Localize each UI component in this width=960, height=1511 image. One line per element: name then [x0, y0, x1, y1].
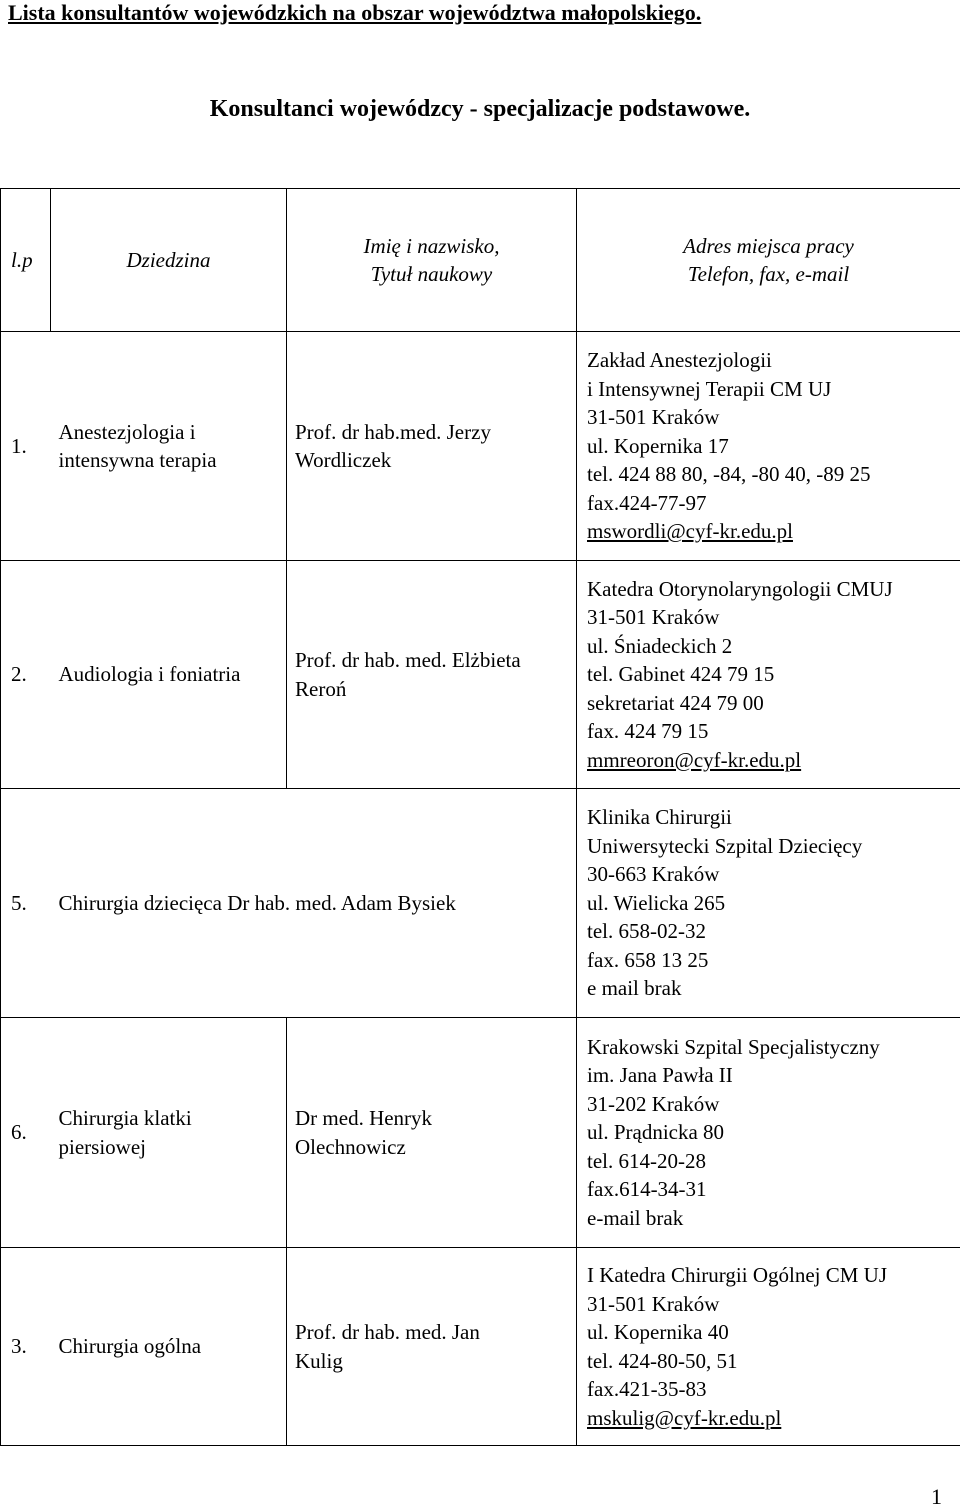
- address-line: 31-501 Kraków: [587, 1291, 720, 1316]
- row-address: [577, 332, 960, 561]
- address-line: e mail brak: [587, 976, 682, 1001]
- consultants-table: [0, 188, 960, 1446]
- address-line: ul. Śniadeckich 2: [587, 633, 733, 658]
- row-field: [51, 332, 287, 561]
- address-line: tel. 614-20-28: [587, 1148, 706, 1173]
- row-address: [577, 561, 960, 789]
- row-address: [577, 1248, 960, 1446]
- address-line: Zakład Anestezjologii: [587, 348, 772, 373]
- table-row: [1, 1018, 960, 1248]
- table-row: [1, 1248, 960, 1446]
- row-lp: 6.: [1, 1018, 51, 1248]
- table-row: [1, 332, 960, 561]
- name-line: Kulig: [295, 1348, 343, 1373]
- name-line: Reroń: [295, 676, 347, 701]
- address-line: fax. 658 13 25: [587, 947, 709, 972]
- row-lp: 1.: [1, 332, 51, 561]
- row-lp: 3.: [1, 1248, 51, 1446]
- address-line: I Katedra Chirurgii Ogólnej CM UJ: [587, 1263, 887, 1287]
- field-line: Chirurgia klatki: [58, 1106, 192, 1130]
- row-name: [287, 561, 577, 789]
- address-line: i Intensywnej Terapii CM UJ: [587, 376, 832, 401]
- address-line: ul. Wielicka 265: [587, 890, 726, 915]
- row-field: [51, 1248, 287, 1446]
- address-line: ul. Prądnicka 80: [587, 1120, 725, 1145]
- address-line: sekretariat 424 79 00: [587, 690, 764, 715]
- row-name: [287, 1018, 577, 1248]
- header-name-line: Imię i nazwisko,: [363, 233, 500, 258]
- row-field: [51, 561, 287, 789]
- field-line: Anestezjologia i: [58, 419, 196, 444]
- row-address: [577, 789, 960, 1018]
- address-line: 31-501 Kraków: [587, 605, 720, 630]
- header-address: [577, 189, 960, 332]
- address-line: tel. 658-02-32: [587, 919, 706, 944]
- row-lp: 5.: [1, 789, 51, 1018]
- row-name: [287, 332, 577, 561]
- header-address-line: Telefon, fax, e-mail: [687, 262, 850, 286]
- address-line: Uniwersytecki Szpital Dziecięcy: [587, 833, 863, 858]
- address-line: 31-501 Kraków: [587, 405, 720, 430]
- address-line: e-mail brak: [587, 1205, 684, 1230]
- name-line: Prof. dr hab. med. Jan: [295, 1320, 480, 1344]
- address-line: fax.421-35-83: [587, 1377, 707, 1401]
- name-line: Wordliczek: [295, 448, 392, 472]
- table-row: [1, 789, 960, 1018]
- address-line: ul. Kopernika 17: [587, 433, 729, 458]
- email-link[interactable]: mmreoron@cyf-kr.edu.pl: [587, 747, 802, 772]
- field-line: intensywna terapia: [58, 448, 217, 472]
- table-row: [1, 561, 960, 789]
- email-link[interactable]: mswordli@cyf-kr.edu.pl: [587, 519, 793, 544]
- page-number: 1: [931, 1484, 942, 1509]
- name-line: Olechnowicz: [295, 1134, 406, 1159]
- field-line: Chirurgia ogólna: [58, 1334, 202, 1359]
- row-field: [51, 1018, 287, 1248]
- name-line: Prof. dr hab.med. Jerzy: [295, 419, 491, 444]
- address-line: tel. Gabinet 424 79 15: [587, 662, 775, 687]
- address-line: fax.614-34-31: [587, 1177, 707, 1202]
- table-header-row: [1, 189, 960, 332]
- field-line: piersiowej: [58, 1134, 146, 1159]
- document-subtitle: Konsultanci wojewódzcy - specjalizacje podstawowe.: [209, 96, 751, 122]
- row-field-and-name: [51, 789, 577, 1018]
- address-line: 31-202 Kraków: [587, 1091, 720, 1116]
- row-address: [577, 1018, 960, 1248]
- name-line: Dr med. Henryk: [295, 1106, 433, 1130]
- email-link[interactable]: mskulig@cyf-kr.edu.pl: [587, 1405, 782, 1430]
- row-name: [287, 1248, 577, 1446]
- address-line: Katedra Otorynolaryngologii CMUJ: [587, 576, 893, 601]
- address-line: Krakowski Szpital Specjalistyczny: [587, 1034, 880, 1059]
- header-address-line: Adres miejsca pracy: [683, 233, 854, 258]
- address-line: fax. 424 79 15: [587, 719, 709, 744]
- address-line: tel. 424 88 80, -84, -80 40, -89 25: [587, 462, 871, 487]
- field-and-name-line: Chirurgia dziecięca Dr hab. med. Adam Bysiek: [58, 890, 456, 915]
- row-lp: 2.: [1, 561, 51, 789]
- address-line: ul. Kopernika 40: [587, 1320, 729, 1344]
- field-line: Audiologia i foniatria: [58, 662, 241, 687]
- address-line: Klinika Chirurgii: [587, 805, 732, 830]
- address-line: fax.424-77-97: [587, 490, 707, 515]
- header-name-line: Tytuł naukowy: [370, 262, 493, 286]
- document-title: Lista konsultantów wojewódzkich na obszar województwa małopolskiego.: [8, 0, 702, 25]
- address-line: 30-663 Kraków: [587, 862, 720, 887]
- address-line: tel. 424-80-50, 51: [587, 1348, 738, 1373]
- header-name: [287, 189, 577, 332]
- header-field: Dziedzina: [51, 189, 287, 332]
- name-line: Prof. dr hab. med. Elżbieta: [295, 648, 521, 672]
- header-lp: l.p: [1, 189, 51, 332]
- address-line: im. Jana Pawła II: [587, 1063, 733, 1088]
